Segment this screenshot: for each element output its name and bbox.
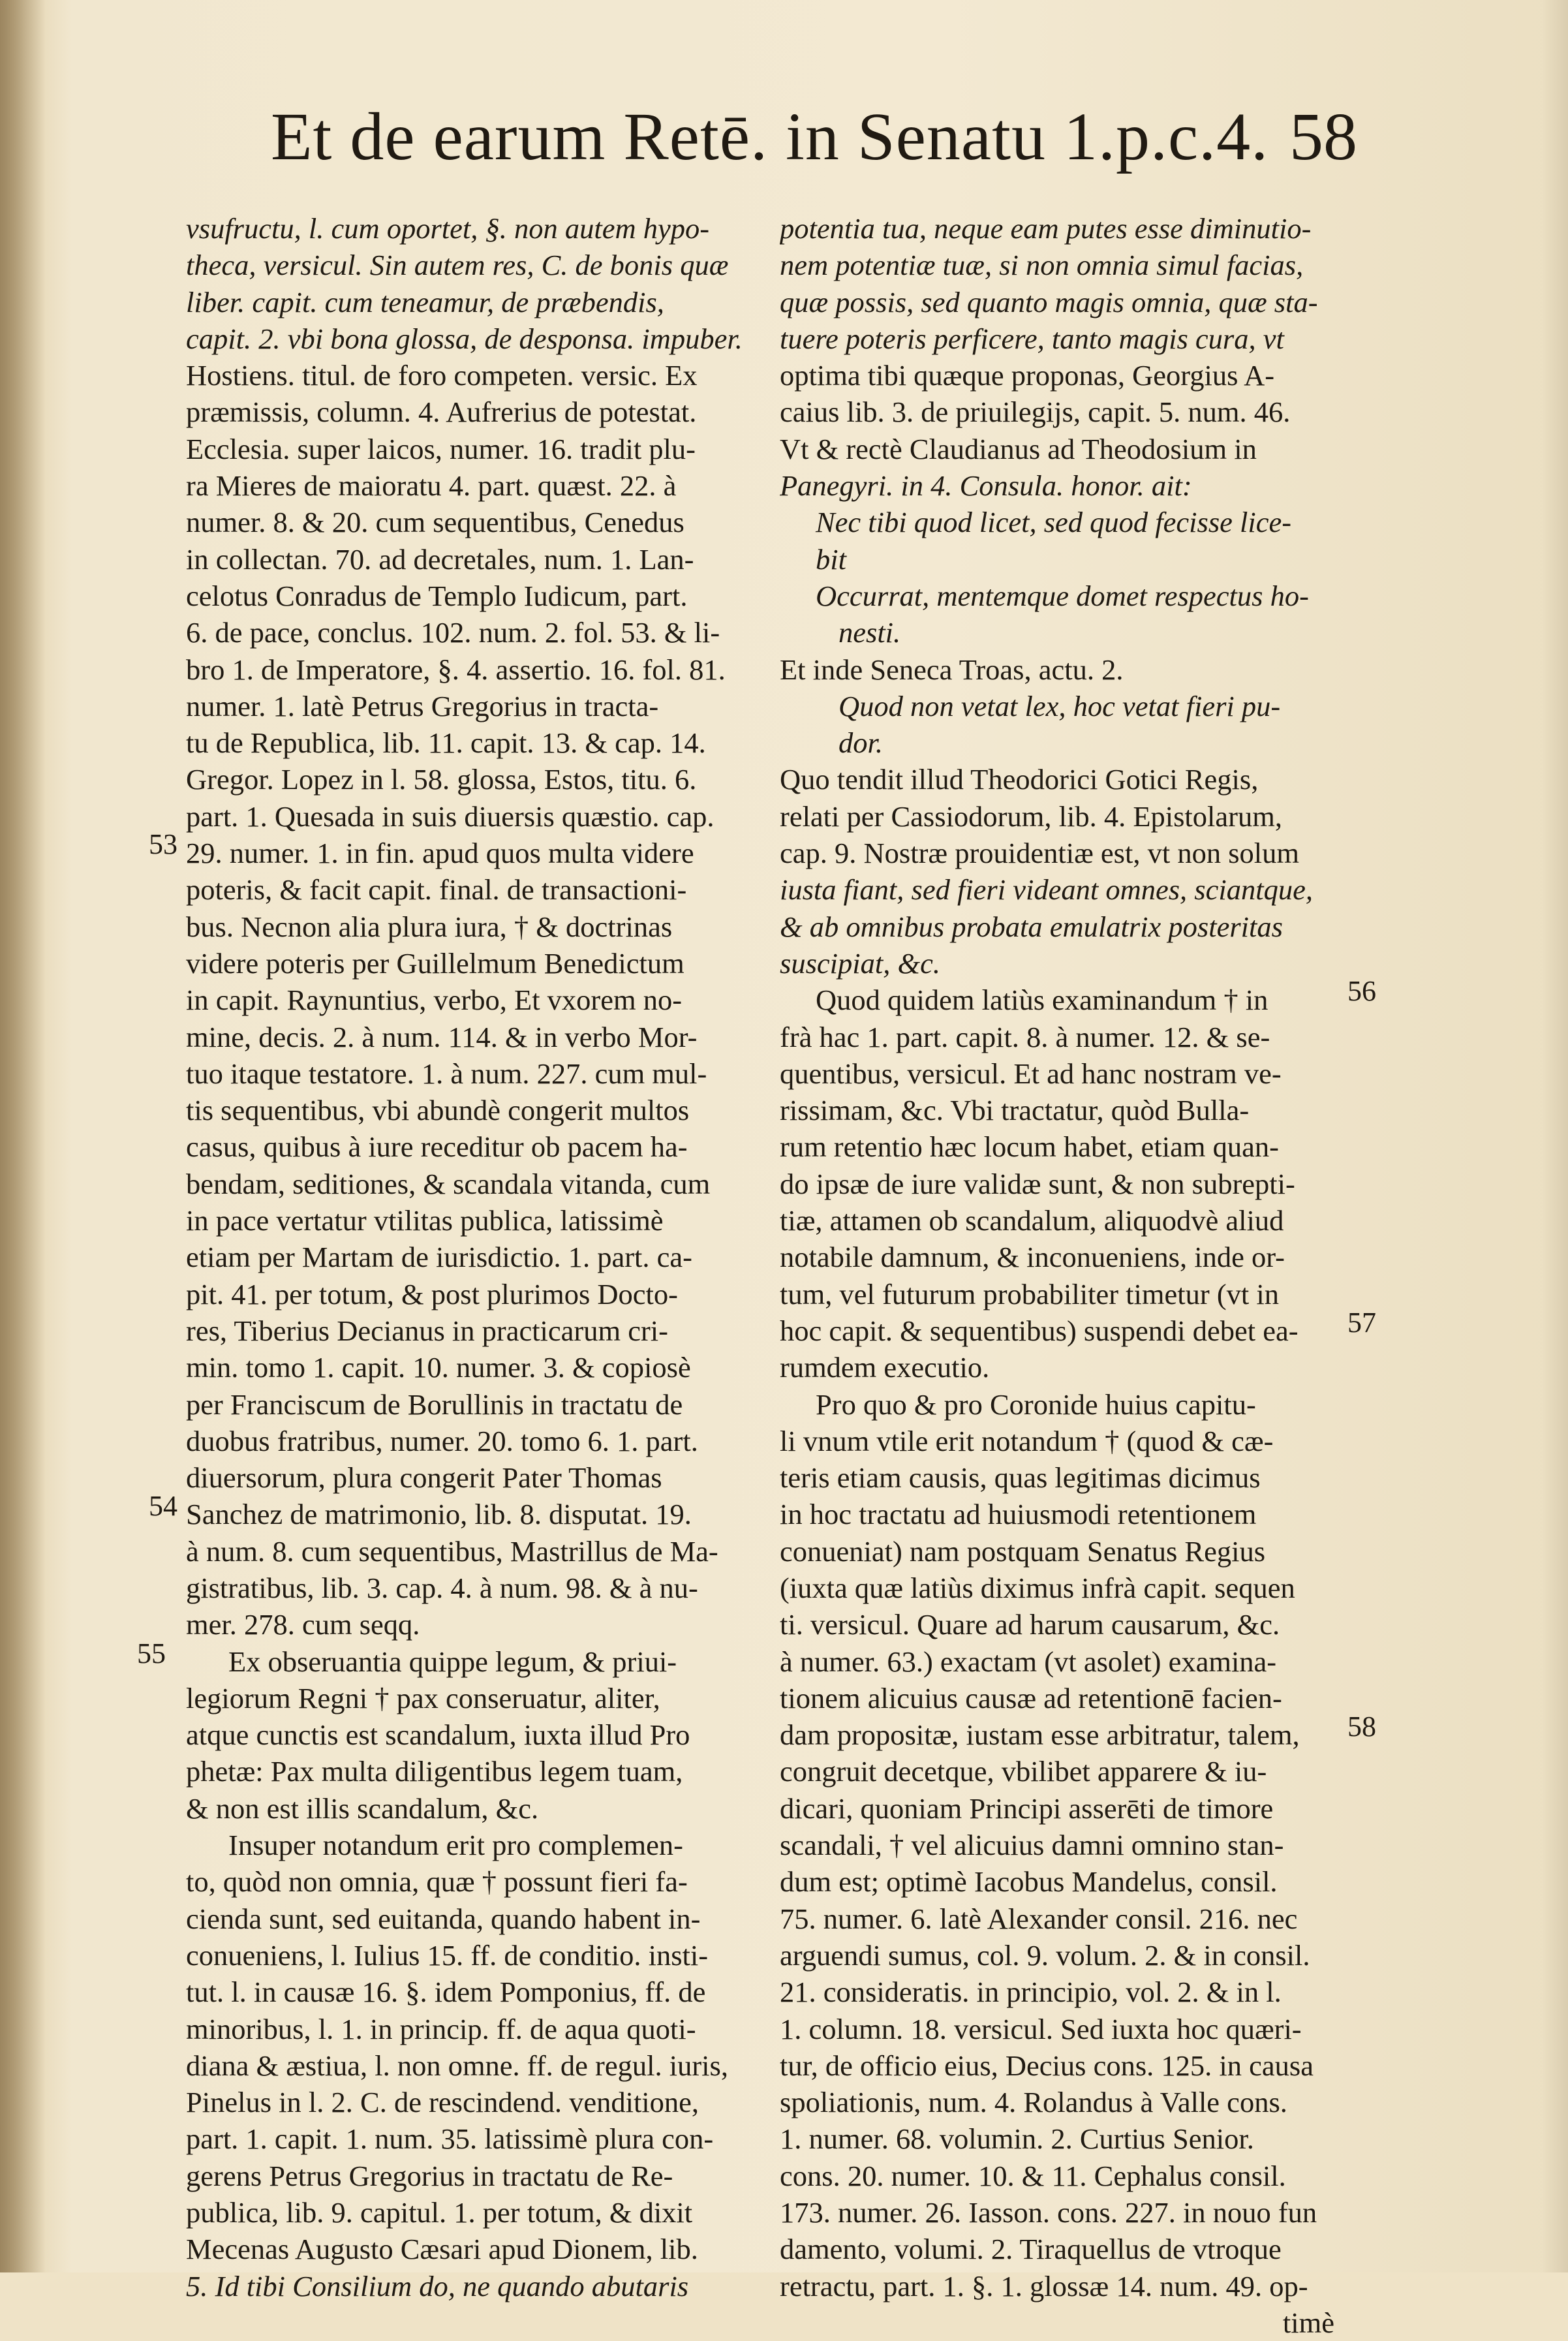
text-line: potentia tua, neque eam putes esse diminutio- (780, 212, 1312, 245)
text-line: congruit decetque, vbilibet apparere & iu- (780, 1755, 1267, 1788)
text-line: mer. 278. cum seqq. (186, 1608, 420, 1641)
text-line: & non est illis scandalum, &c. (186, 1791, 539, 1825)
left-column (186, 210, 744, 2304)
text-line: tur, de officio eius, Decius cons. 125. in causa (780, 2049, 1314, 2082)
text-line: nesti. (838, 616, 901, 649)
text-line: Occurrat, mentemque domet respectus ho- (816, 579, 1309, 612)
margin-number: 57 (1347, 1307, 1376, 1339)
text-line: mine, decis. 2. à num. 114. & in verbo Mor- (186, 1020, 698, 1053)
text-line: min. tomo 1. capit. 10. numer. 3. & copiosè (186, 1351, 691, 1384)
text-line: vsufructu, l. cum oportet, §. non autem hypo- (186, 212, 710, 245)
text-line: in capit. Raynuntius, verbo, Et vxorem no- (186, 984, 683, 1017)
text-line: phetæ: Pax multa diligentibus legem tuam, (186, 1755, 683, 1788)
text-line: gistratibus, lib. 3. cap. 4. à num. 98. & à nu- (186, 1571, 698, 1604)
text-line: à num. 8. cum sequentibus, Mastrillus de Ma- (186, 1534, 718, 1568)
text-line: Quod quidem latiùs examinandum † in (816, 984, 1268, 1017)
text-line: 173. numer. 26. Iasson. cons. 227. in nouo fun (780, 2196, 1317, 2229)
text-line: cienda sunt, sed euitanda, quando habent in- (186, 1902, 701, 1935)
text-line: duobus fratribus, numer. 20. tomo 6. 1. part. (186, 1424, 698, 1457)
text-line: res, Tiberius Decianus in practicarum cri- (186, 1314, 668, 1347)
text-line: 1. column. 18. versicul. Sed iuxta hoc quæri- (780, 2012, 1302, 2045)
margin-number: 58 (1347, 1711, 1376, 1743)
text-line: nem potentiæ tuæ, si non omnia simul facias, (780, 249, 1304, 282)
text-line: bit (816, 542, 846, 576)
text-line: iusta fiant, sed fieri videant omnes, sciantque, (780, 873, 1313, 907)
margin-number: 55 (137, 1637, 166, 1669)
text-line: Pinelus in l. 2. C. de rescindend. venditione, (186, 2086, 699, 2119)
margin-number: 56 (1347, 975, 1376, 1007)
text-line: Mecenas Augusto Cæsari apud Dionem, lib. (186, 2233, 698, 2266)
text-line: relati per Cassiodorum, lib. 4. Epistolarum, (780, 799, 1282, 833)
text-line: bro 1. de Imperatore, §. 4. assertio. 16. fol. 81. (186, 653, 726, 686)
text-line: part. 1. Quesada in suis diuersis quæstio. cap. (186, 799, 715, 833)
text-line: 1. numer. 68. volumin. 2. Curtius Senior. (780, 2122, 1254, 2156)
text-line: Vt & rectè Claudianus ad Theodosium in (780, 432, 1257, 465)
text-line: caius lib. 3. de priuilegijs, capit. 5. num. 46. (780, 395, 1291, 429)
text-line: arguendi sumus, col. 9. volum. 2. & in consil. (780, 1938, 1310, 1972)
text-line: hoc capit. & sequentibus) suspendi debet ea- (780, 1314, 1299, 1347)
text-line: per Franciscum de Borullinis in tractatu de (186, 1388, 683, 1421)
text-line: teris etiam causis, quas legitimas dicimus (780, 1461, 1261, 1495)
text-line: liber. capit. cum teneamur, de præbendis, (186, 285, 664, 318)
text-line: quæ possis, sed quanto magis omnia, quæ sta- (780, 285, 1318, 318)
text-line: bendam, seditiones, & scandala vitanda, cum (186, 1167, 711, 1200)
gutter-shadow (0, 0, 46, 2272)
text-line: (iuxta quæ latiùs diximus infrà capit. sequen (780, 1571, 1295, 1604)
text-line: etiam per Martam de iurisdictio. 1. part. ca- (186, 1241, 692, 1274)
text-line: ra Mieres de maioratu 4. part. quæst. 22. à (186, 469, 677, 503)
text-line: damento, volumi. 2. Tiraquellus de vtroque (780, 2233, 1282, 2266)
text-line: dam propositæ, iustam esse arbitratur, talem, (780, 1718, 1300, 1752)
text-line: à numer. 63.) exactam (vt asolet) examina- (780, 1645, 1277, 1678)
text-line: cons. 20. numer. 10. & 11. Cephalus consil. (780, 2159, 1286, 2192)
text-line: in collectan. 70. ad decretales, num. 1. Lan- (186, 542, 694, 576)
text-line: pit. 41. per totum, & post plurimos Docto- (186, 1277, 678, 1310)
text-line: 6. de pace, conclus. 102. num. 2. fol. 53. & li- (186, 616, 720, 649)
text-line: poteris, & facit capit. final. de transactioni- (186, 873, 687, 907)
running-head (261, 98, 1357, 196)
text-line: legiorum Regni † pax conseruatur, aliter, (186, 1681, 660, 1714)
text-line: tu de Republica, lib. 11. capit. 13. & cap. 14. (186, 726, 706, 760)
text-line: numer. 8. & 20. cum sequentibus, Cenedus (186, 506, 684, 539)
text-line: tut. l. in causæ 16. §. idem Pomponius, ff. de (186, 1976, 706, 2009)
text-line: videre poteris per Guillelmum Benedictum (186, 946, 684, 980)
text-line: conueniat) nam postquam Senatus Regius (780, 1534, 1266, 1568)
running-title: Et de earum Retē. in Senatu 1.p.c.4. (271, 99, 1269, 174)
text-line: 5. Id tibi Consilium do, ne quando abutaris (186, 2269, 689, 2302)
text-line: publica, lib. 9. capitul. 1. per totum, & dixit (186, 2196, 693, 2229)
text-line: Quo tendit illud Theodorici Gotici Regis, (780, 763, 1259, 796)
text-line: in pace vertatur vtilitas publica, latissimè (186, 1204, 664, 1237)
text-line: Sanchez de matrimonio, lib. 8. disputat. 19. (186, 1498, 692, 1531)
text-line: notabile damnum, & inconueniens, inde or- (780, 1241, 1285, 1274)
text-line: part. 1. capit. 1. num. 35. latissimè plura con- (186, 2122, 714, 2156)
text-line: ti. versicul. Quare ad harum causarum, &c. (780, 1608, 1280, 1641)
text-line: to, quòd non omnia, quæ † possunt fieri fa- (186, 1865, 688, 1899)
text-line: theca, versicul. Sin autem res, C. de bonis quæ (186, 249, 729, 282)
text-line: Hostiens. titul. de foro competen. versic. Ex (186, 359, 698, 392)
text-line: tis sequentibus, vbi abundè congerit multos (186, 1094, 690, 1127)
text-line: conueniens, l. Iulius 15. ff. de conditio. insti- (186, 1938, 709, 1972)
right-column (780, 210, 1341, 2341)
text-line: tuere poteris perficere, tanto magis cura, vt (780, 322, 1284, 355)
text-line: li vnum vtile erit notandum † (quod & cæ- (780, 1424, 1274, 1457)
text-line: bus. Necnon alia plura iura, † & doctrinas (186, 910, 673, 943)
text-line: Nec tibi quod licet, sed quod fecisse lice- (816, 506, 1292, 539)
text-line: capit. 2. vbi bona glossa, de desponsa. impuber. (186, 322, 743, 355)
text-line: Et inde Seneca Troas, actu. 2. (780, 653, 1124, 686)
text-line: diuersorum, plura congerit Pater Thomas (186, 1461, 662, 1495)
text-line: 21. consideratis. in principio, vol. 2. & in l. (780, 1976, 1282, 2009)
text-line: frà hac 1. part. capit. 8. à numer. 12. & se- (780, 1020, 1270, 1053)
text-line: Ex obseruantia quippe legum, & priui- (228, 1645, 677, 1678)
page-number: 58 (1289, 99, 1357, 174)
text-line: numer. 1. latè Petrus Gregorius in tracta- (186, 689, 659, 722)
text-line: do ipsæ de iure validæ sunt, & non subrepti- (780, 1167, 1295, 1200)
margin-number: 53 (149, 828, 177, 860)
text-line: quentibus, versicul. Et ad hanc nostram ve- (780, 1057, 1282, 1090)
text-line: 75. numer. 6. latè Alexander consil. 216. nec (780, 1902, 1298, 1935)
text-line: gerens Petrus Gregorius in tractatu de Re- (186, 2159, 673, 2192)
text-line: dicari, quoniam Principi asserēti de timore (780, 1791, 1274, 1825)
text-line: in hoc tractatu ad huiusmodi retentionem (780, 1498, 1257, 1531)
edge-shadow (1542, 0, 1568, 2272)
text-line: dor. (838, 726, 884, 760)
text-line: atque cunctis est scandalum, iuxta illud Pro (186, 1718, 690, 1752)
text-line: cap. 9. Nostræ prouidentiæ est, vt non solum (780, 837, 1300, 870)
text-line: suscipiat, &c. (780, 946, 940, 980)
text-line: Pro quo & pro Coronide huius capitu- (816, 1388, 1256, 1421)
text-line: celotus Conradus de Templo Iudicum, part. (186, 579, 688, 612)
text-line: rum retentio hæc locum habet, etiam quan- (780, 1130, 1279, 1164)
text-line: tionem alicuius causæ ad retentionē facien- (780, 1681, 1282, 1714)
text-line: scandali, † vel alicuius damni omnino stan- (780, 1829, 1284, 1862)
text-line: tuo itaque testatore. 1. à num. 227. cum mul- (186, 1057, 707, 1090)
text-line: diana & æstiua, l. non omne. ff. de regul. iuris, (186, 2049, 728, 2082)
text-line: Gregor. Lopez in l. 58. glossa, Estos, titu. 6. (186, 763, 697, 796)
text-line: spoliationis, num. 4. Rolandus à Valle cons. (780, 2086, 1287, 2119)
text-line: optima tibi quæque proponas, Georgius A- (780, 359, 1275, 392)
text-line: Insuper notandum erit pro complemen- (228, 1829, 683, 1862)
text-line: præmissis, column. 4. Aufrerius de potestat. (186, 395, 697, 429)
text-line: rumdem executio. (780, 1351, 990, 1384)
text-line: dum est; optimè Iacobus Mandelus, consil. (780, 1865, 1278, 1899)
text-line: Panegyri. in 4. Consula. honor. ait: (780, 469, 1192, 503)
margin-number: 54 (149, 1490, 177, 1522)
text-line: Ecclesia. super laicos, numer. 16. tradit plu- (186, 432, 696, 465)
text-line: & ab omnibus probata emulatrix posteritas (780, 910, 1283, 943)
text-line: tum, vel futurum probabiliter timetur (vt in (780, 1277, 1279, 1310)
text-line: retractu, part. 1. §. 1. glossæ 14. num. 49. op- (780, 2269, 1308, 2302)
text-line: tiæ, attamen ob scandalum, aliquodvè aliud (780, 1204, 1284, 1237)
text-line: Quod non vetat lex, hoc vetat fieri pu- (838, 689, 1281, 722)
text-line: minoribus, l. 1. in princip. ff. de aqua quoti- (186, 2012, 696, 2045)
text-line: rissimam, &c. Vbi tractatur, quòd Bulla- (780, 1094, 1250, 1127)
text-line: 29. numer. 1. in fin. apud quos multa videre (186, 837, 694, 870)
catchword: timè (1282, 2306, 1334, 2339)
text-line: casus, quibus à iure receditur ob pacem ha- (186, 1130, 688, 1164)
